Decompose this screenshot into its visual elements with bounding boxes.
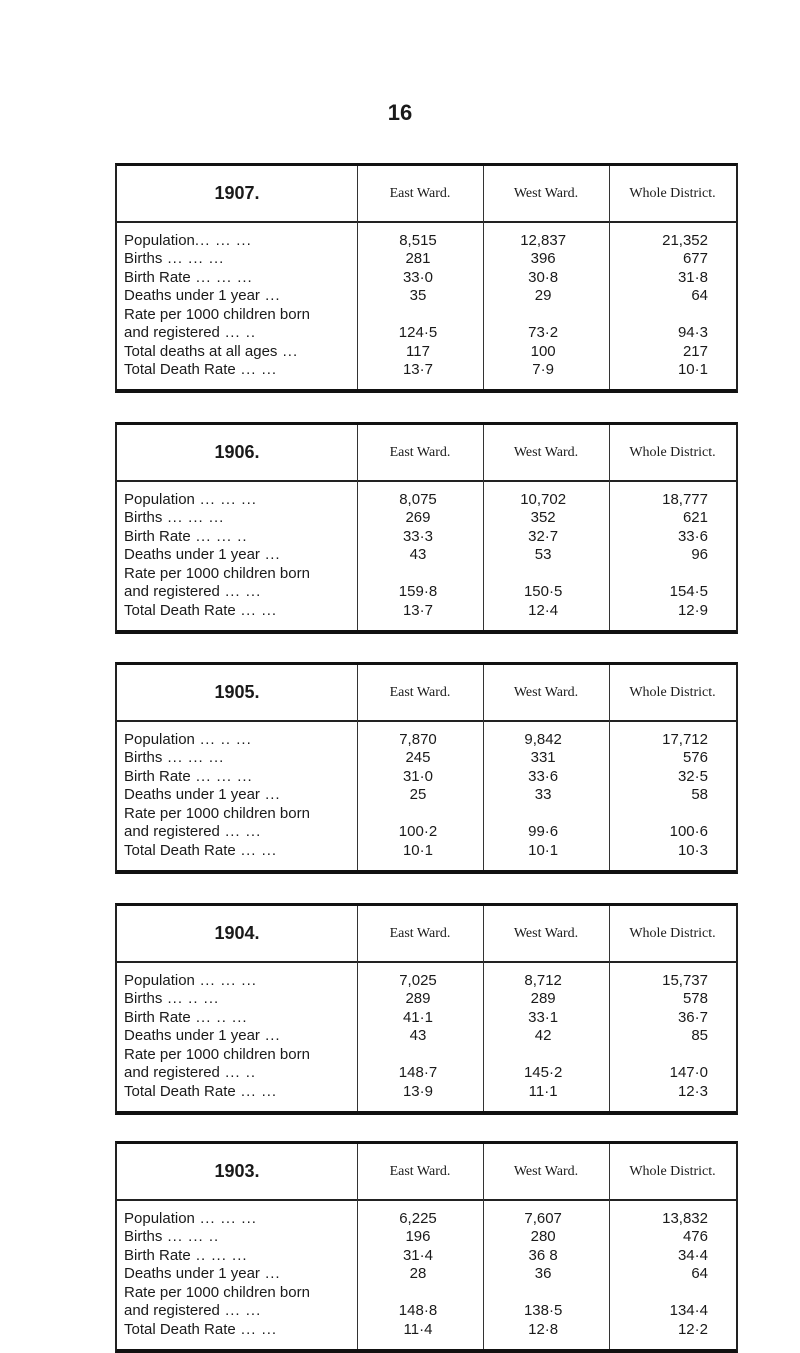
table-year: 1907. <box>214 183 260 203</box>
west-ward-header: West Ward. <box>513 185 579 201</box>
row-label <box>117 546 355 563</box>
east-ward-value: 8,075 <box>399 490 437 508</box>
leader-dots: ... ... <box>219 823 262 841</box>
whole-district-value: 96 <box>691 546 708 564</box>
column-divider <box>483 1144 484 1349</box>
row-label-text: Total Death Rate <box>124 601 236 619</box>
east-ward-header: East Ward. <box>389 925 451 941</box>
leader-dots: ... <box>277 342 299 360</box>
leader-dots: ... ... ... <box>194 231 252 249</box>
west-ward-value: 33·6 <box>528 767 559 785</box>
row-label <box>117 1265 355 1282</box>
east-ward-value: 148·8 <box>398 1302 438 1320</box>
west-ward-value: 7·9 <box>532 361 554 379</box>
whole-district-value: 134·4 <box>669 1302 708 1320</box>
leader-dots: ... ... <box>219 1302 262 1320</box>
west-ward-header: West Ward. <box>513 925 579 941</box>
leader-dots: ... ... <box>235 1320 278 1338</box>
stats-table-1906 <box>115 422 738 634</box>
west-ward-value: 33 <box>534 786 552 804</box>
row-label-text: Birth Rate <box>124 527 191 545</box>
whole-district-value: 12·3 <box>677 1082 708 1100</box>
west-ward-value: 36 8 <box>528 1246 558 1264</box>
east-ward-value: 100·2 <box>398 823 438 841</box>
row-label-text: Deaths under 1 year <box>124 546 260 564</box>
leader-dots: ... .. ... <box>162 990 220 1008</box>
row-label-text: Births <box>124 1228 163 1246</box>
leader-dots: ... <box>259 546 281 564</box>
row-label <box>117 1046 355 1063</box>
west-ward-value: 12·4 <box>528 601 559 619</box>
table-row <box>117 971 736 990</box>
east-ward-value: 25 <box>409 786 427 804</box>
column-divider <box>483 166 484 389</box>
west-ward-value: 12·8 <box>528 1320 559 1338</box>
west-ward-value: 7,607 <box>524 1209 562 1227</box>
west-ward-value: 138·5 <box>523 1302 563 1320</box>
row-label-text: Deaths under 1 year <box>124 1265 260 1283</box>
table-row <box>117 1209 736 1228</box>
row-label-text: Total Death Rate <box>124 361 236 379</box>
east-ward-header: East Ward. <box>389 1163 451 1179</box>
row-label <box>117 361 355 378</box>
east-ward-header: East Ward. <box>389 444 451 460</box>
page-number: 16 <box>387 100 413 125</box>
whole-district-value: 15,737 <box>662 971 708 989</box>
leader-dots: ... .. ... <box>194 730 252 748</box>
whole-district-value: 58 <box>691 786 708 804</box>
east-ward-value: 31·4 <box>402 1246 433 1264</box>
west-ward-value: 12,837 <box>520 231 567 249</box>
whole-district-header: Whole District. <box>629 925 716 941</box>
column-divider <box>609 906 610 1111</box>
east-ward-value: 10·1 <box>402 841 433 859</box>
table-body <box>117 1201 736 1349</box>
row-label-text: Rate per 1000 children born <box>124 564 310 582</box>
leader-dots: ... .. ... <box>190 1008 248 1026</box>
row-label-text: and registered <box>124 1064 220 1082</box>
row-label-text: Population <box>124 730 195 748</box>
row-label-text: and registered <box>124 583 220 601</box>
column-divider <box>357 1144 358 1349</box>
east-ward-value: 159·8 <box>398 583 438 601</box>
table-row <box>117 583 736 602</box>
east-ward-value: 8,515 <box>399 231 437 249</box>
east-ward-value: 41·1 <box>402 1008 433 1026</box>
row-label <box>117 1247 355 1264</box>
column-divider <box>357 665 358 870</box>
row-label-text: Birth Rate <box>124 1246 191 1264</box>
whole-district-value: 476 <box>682 1228 708 1246</box>
row-label <box>117 842 355 859</box>
table-row <box>117 730 736 749</box>
whole-district-value: 12·2 <box>677 1320 708 1338</box>
west-ward-value: 9,842 <box>524 730 562 748</box>
west-ward-header: West Ward. <box>513 1163 579 1179</box>
table-header <box>117 166 736 223</box>
table-header <box>117 665 736 722</box>
east-ward-value: 7,870 <box>399 730 437 748</box>
leader-dots: ... ... .. <box>190 527 248 545</box>
east-ward-value: 11·4 <box>403 1320 433 1338</box>
table-row <box>117 1064 736 1083</box>
table-header <box>117 906 736 963</box>
leader-dots: ... ... <box>235 841 278 859</box>
leader-dots: ... ... ... <box>162 250 225 268</box>
table-row <box>117 601 736 620</box>
table-row <box>117 361 736 380</box>
east-ward-value: 7,025 <box>399 971 437 989</box>
row-label-text: Birth Rate <box>124 1008 191 1026</box>
leader-dots: ... ... ... <box>162 749 225 767</box>
whole-district-value: 94·3 <box>677 324 708 342</box>
whole-district-value: 13,832 <box>662 1209 708 1227</box>
column-divider <box>609 425 610 630</box>
whole-district-value: 31·8 <box>677 268 708 286</box>
table-row <box>117 527 736 546</box>
west-ward-value: 10·1 <box>528 841 559 859</box>
row-label <box>117 1083 355 1100</box>
whole-district-header: Whole District. <box>629 444 716 460</box>
east-ward-value: 117 <box>406 342 430 360</box>
row-label <box>117 269 355 286</box>
west-ward-value: 352 <box>530 509 556 527</box>
east-ward-value: 245 <box>405 749 431 767</box>
row-label <box>117 528 355 545</box>
west-ward-value: 30·8 <box>528 268 559 286</box>
row-label <box>117 1009 355 1026</box>
east-ward-value: 28 <box>409 1265 427 1283</box>
leader-dots: ... ... ... <box>162 509 225 527</box>
column-divider <box>483 665 484 870</box>
east-ward-value: 281 <box>405 250 431 268</box>
row-label <box>117 990 355 1007</box>
row-label-text: Births <box>124 990 163 1008</box>
west-ward-value: 280 <box>530 1228 556 1246</box>
table-year: 1904. <box>214 923 260 943</box>
row-label <box>117 1064 355 1081</box>
row-label <box>117 324 355 341</box>
east-ward-value: 43 <box>409 546 427 564</box>
whole-district-value: 147·0 <box>669 1064 708 1082</box>
west-ward-value: 99·6 <box>528 823 559 841</box>
east-ward-value: 13·7 <box>402 361 433 379</box>
west-ward-value: 33·1 <box>528 1008 559 1026</box>
east-ward-value: 31·0 <box>402 767 433 785</box>
row-label-text: Deaths under 1 year <box>124 786 260 804</box>
leader-dots: ... ... ... <box>194 1209 257 1227</box>
whole-district-value: 32·5 <box>677 767 708 785</box>
leader-dots: ... ... <box>235 361 278 379</box>
table-row <box>117 564 736 583</box>
row-label-text: Population <box>124 971 195 989</box>
leader-dots: ... .. <box>219 1064 257 1082</box>
east-ward-header: East Ward. <box>389 185 451 201</box>
row-label <box>117 287 355 304</box>
row-label-text: and registered <box>124 1302 220 1320</box>
row-label <box>117 306 355 323</box>
table-body <box>117 223 736 389</box>
row-label-text: and registered <box>124 823 220 841</box>
row-label-text: Total deaths at all ages <box>124 342 278 360</box>
table-header <box>117 425 736 482</box>
whole-district-value: 21,352 <box>662 231 708 249</box>
leader-dots: .. ... ... <box>190 1246 248 1264</box>
column-divider <box>357 425 358 630</box>
row-label-text: Population <box>124 490 195 508</box>
whole-district-value: 576 <box>682 749 708 767</box>
row-label <box>117 1027 355 1044</box>
west-ward-value: 10,702 <box>520 490 567 508</box>
east-ward-value: 33·0 <box>402 268 433 286</box>
east-ward-value: 35 <box>409 287 427 305</box>
row-label <box>117 602 355 619</box>
east-ward-value: 289 <box>405 990 431 1008</box>
row-label <box>117 1228 355 1245</box>
table-row <box>117 287 736 306</box>
whole-district-header: Whole District. <box>629 185 716 201</box>
leader-dots: ... ... .. <box>162 1228 220 1246</box>
east-ward-value: 6,225 <box>399 1209 437 1227</box>
table-row <box>117 1228 736 1247</box>
row-label <box>117 583 355 600</box>
leader-dots: ... ... <box>235 601 278 619</box>
whole-district-value: 217 <box>682 342 708 360</box>
row-label <box>117 491 355 508</box>
leader-dots: ... ... ... <box>190 767 253 785</box>
west-ward-value: 36 <box>534 1265 552 1283</box>
row-label-text: Rate per 1000 children born <box>124 1045 310 1063</box>
whole-district-value: 10·1 <box>677 361 708 379</box>
west-ward-header: West Ward. <box>513 444 579 460</box>
leader-dots: ... .. <box>219 324 257 342</box>
column-divider <box>357 166 358 389</box>
row-label <box>117 786 355 803</box>
west-ward-value: 29 <box>534 287 552 305</box>
row-label-text: and registered <box>124 324 220 342</box>
leader-dots: ... <box>259 1265 281 1283</box>
table-row <box>117 1265 736 1284</box>
row-label <box>117 343 355 360</box>
table-row <box>117 767 736 786</box>
leader-dots: ... ... ... <box>194 490 257 508</box>
row-label-text: Births <box>124 250 163 268</box>
row-label-text: Birth Rate <box>124 268 191 286</box>
west-ward-value: 289 <box>530 990 556 1008</box>
table-row <box>117 305 736 324</box>
whole-district-value: 621 <box>682 509 708 527</box>
row-label-text: Total Death Rate <box>124 841 236 859</box>
row-label <box>117 805 355 822</box>
row-label <box>117 768 355 785</box>
row-label-text: Population <box>124 1209 195 1227</box>
whole-district-value: 10·3 <box>677 841 708 859</box>
row-label-text: Rate per 1000 children born <box>124 1283 310 1301</box>
row-label-text: Total Death Rate <box>124 1320 236 1338</box>
column-divider <box>609 1144 610 1349</box>
table-row <box>117 1302 736 1321</box>
table-year: 1906. <box>214 442 260 462</box>
row-label-text: Rate per 1000 children born <box>124 305 310 323</box>
leader-dots: ... <box>259 1027 281 1045</box>
table-row <box>117 1320 736 1339</box>
row-label <box>117 823 355 840</box>
table-row <box>117 250 736 269</box>
table-year: 1903. <box>214 1161 260 1181</box>
table-row <box>117 1008 736 1027</box>
table-row <box>117 786 736 805</box>
row-label-text: Total Death Rate <box>124 1082 236 1100</box>
row-label <box>117 1302 355 1319</box>
leader-dots: ... ... <box>235 1082 278 1100</box>
east-ward-value: 13·7 <box>402 601 433 619</box>
table-body <box>117 482 736 630</box>
west-ward-value: 53 <box>534 546 552 564</box>
west-ward-value: 396 <box>530 250 556 268</box>
whole-district-value: 64 <box>691 287 708 305</box>
whole-district-value: 36·7 <box>677 1008 708 1026</box>
row-label-text: Birth Rate <box>124 767 191 785</box>
whole-district-value: 677 <box>682 250 708 268</box>
column-divider <box>609 665 610 870</box>
leader-dots: ... ... ... <box>194 971 257 989</box>
whole-district-value: 100·6 <box>669 823 708 841</box>
table-row <box>117 1082 736 1101</box>
east-ward-value: 124·5 <box>398 324 438 342</box>
table-year: 1905. <box>214 682 260 702</box>
whole-district-value: 33·6 <box>677 527 708 545</box>
row-label-text: Population <box>124 231 195 249</box>
leader-dots: ... ... <box>219 583 262 601</box>
table-row <box>117 841 736 860</box>
table-row <box>117 749 736 768</box>
west-ward-value: 8,712 <box>524 971 562 989</box>
leader-dots: ... <box>259 287 281 305</box>
table-row <box>117 268 736 287</box>
table-body <box>117 963 736 1111</box>
table-header <box>117 1144 736 1201</box>
row-label-text: Rate per 1000 children born <box>124 804 310 822</box>
table-row <box>117 546 736 565</box>
whole-district-value: 64 <box>691 1265 708 1283</box>
whole-district-value: 85 <box>691 1027 708 1045</box>
east-ward-value: 148·7 <box>398 1064 438 1082</box>
table-row <box>117 990 736 1009</box>
row-label <box>117 1284 355 1301</box>
leader-dots: ... ... ... <box>190 268 253 286</box>
east-ward-header: East Ward. <box>389 684 451 700</box>
east-ward-value: 33·3 <box>402 527 433 545</box>
east-ward-value: 13·9 <box>402 1082 433 1100</box>
row-label <box>117 972 355 989</box>
table-row <box>117 509 736 528</box>
row-label <box>117 250 355 267</box>
stats-table-1905 <box>115 662 738 874</box>
table-body <box>117 722 736 870</box>
column-divider <box>483 906 484 1111</box>
row-label <box>117 565 355 582</box>
table-row <box>117 804 736 823</box>
leader-dots: ... <box>259 786 281 804</box>
stats-table-1903 <box>115 1141 738 1353</box>
row-label <box>117 1321 355 1338</box>
east-ward-value: 269 <box>405 509 431 527</box>
column-divider <box>483 425 484 630</box>
row-label <box>117 232 355 249</box>
column-divider <box>609 166 610 389</box>
west-ward-value: 11·1 <box>528 1082 558 1100</box>
table-row <box>117 1027 736 1046</box>
table-row <box>117 1246 736 1265</box>
west-ward-value: 145·2 <box>523 1064 563 1082</box>
table-row <box>117 490 736 509</box>
west-ward-value: 32·7 <box>528 527 559 545</box>
west-ward-value: 42 <box>534 1027 552 1045</box>
east-ward-value: 196 <box>405 1228 431 1246</box>
west-ward-value: 331 <box>530 749 556 767</box>
row-label <box>117 749 355 766</box>
west-ward-value: 150·5 <box>523 583 563 601</box>
table-row <box>117 324 736 343</box>
west-ward-value: 100 <box>530 342 556 360</box>
table-row <box>117 1283 736 1302</box>
row-label <box>117 1210 355 1227</box>
column-divider <box>357 906 358 1111</box>
row-label-text: Deaths under 1 year <box>124 287 260 305</box>
table-row <box>117 231 736 250</box>
whole-district-value: 12·9 <box>677 601 708 619</box>
whole-district-value: 154·5 <box>669 583 708 601</box>
whole-district-header: Whole District. <box>629 1163 716 1179</box>
row-label-text: Births <box>124 749 163 767</box>
whole-district-value: 578 <box>682 990 708 1008</box>
stats-table-1904 <box>115 903 738 1115</box>
row-label-text: Births <box>124 509 163 527</box>
row-label <box>117 509 355 526</box>
table-row <box>117 342 736 361</box>
table-row <box>117 823 736 842</box>
row-label-text: Deaths under 1 year <box>124 1027 260 1045</box>
stats-table-1907 <box>115 163 738 393</box>
whole-district-value: 18,777 <box>662 490 708 508</box>
east-ward-value: 43 <box>409 1027 427 1045</box>
whole-district-header: Whole District. <box>629 684 716 700</box>
whole-district-value: 17,712 <box>662 730 708 748</box>
whole-district-value: 34·4 <box>677 1246 708 1264</box>
table-row <box>117 1045 736 1064</box>
row-label <box>117 731 355 748</box>
west-ward-value: 73·2 <box>528 324 559 342</box>
west-ward-header: West Ward. <box>513 684 579 700</box>
